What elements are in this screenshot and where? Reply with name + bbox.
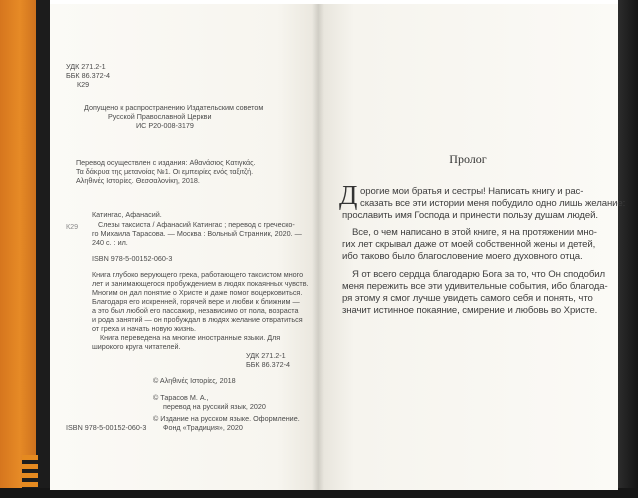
translated-note-2: широкого круга читателей. <box>92 342 181 351</box>
udk-code-bottom: УДК 271.2-1 <box>246 351 286 360</box>
copyright-translator: © Тарасов М. А., <box>153 393 209 402</box>
book-cover-edge-right <box>618 0 638 498</box>
bbk-code-bottom: ББК 86.372-4 <box>246 360 290 369</box>
annotation-line-3: Многим он дал понятие о Христе и даже помог воцерковиться. <box>92 288 303 297</box>
isbn-main: ISBN 978-5-00152-060-3 <box>92 254 173 263</box>
annotation-line-4: Благодаря его искренней, горячей вере и любви к ближним — <box>92 297 300 306</box>
copyright-translator-line-2: перевод на русский язык, 2020 <box>163 402 266 411</box>
translated-note-1: Книга переведена на многие иностранные языки. Для <box>100 333 281 342</box>
annotation-line-1: Книга глубоко верующего грека, работающего таксистом много <box>92 270 304 279</box>
translation-note-3: Αληθινές Ιστορίες. Θεσσαλονίκη, 2018. <box>76 176 200 185</box>
book-gutter-shadow <box>312 4 324 490</box>
biblio-line-1: Слезы таксиста / Афанасий Катингас ; перевод с греческо- <box>98 220 295 229</box>
isbn-bottom: ISBN 978-5-00152-060-3 <box>66 423 147 432</box>
copyright-edition-line-2: Фонд «Традиция», 2020 <box>163 423 243 432</box>
prologue-line-9: ря этому я смог лучше увидеть самого себя и понять, что <box>342 293 593 304</box>
chapter-title: Пролог <box>449 152 487 166</box>
bbk-code-top: ББК 86.372-4 <box>66 71 110 80</box>
biblio-line-3: 240 с. : ил. <box>92 238 128 247</box>
prologue-line-2: сказать все эти истории меня побудило одно лишь желание: <box>360 198 626 209</box>
biblio-line-2: го Михаила Тарасова. — Москва : Вольный Странник, 2020. — <box>92 229 302 238</box>
approval-line-2: Русской Православной Церкви <box>108 112 212 121</box>
author-mark-top: К29 <box>77 80 90 89</box>
author-name: Катингас, Афанасий. <box>92 210 162 219</box>
annotation-line-7: от греха и начать новую жизнь. <box>92 324 196 333</box>
translation-note-2: Τα δάκρυα της μετανοίας №1. Οι εμπειρίες ενός ταξιτζή. <box>76 167 254 176</box>
annotation-line-2: лет и занимающегося пробуждением в людях покаянных чувств. <box>92 279 309 288</box>
approval-code: ИС Р20-008-3179 <box>136 121 194 130</box>
prologue-line-8: меня пережить все эти удивительные события, ибо благода- <box>342 281 608 292</box>
approval-line-1: Допущено к распространению Издательским советом <box>84 103 264 112</box>
book-spine-edge <box>36 0 50 498</box>
annotation-line-6: и рода занятий — он пробуждал в людях желание отвратиться <box>92 315 303 324</box>
copyright-edition: © Издание на русском языке. Оформление. <box>153 414 300 423</box>
prologue-line-3: прославить имя Господа и принести пользу душам людей. <box>342 210 598 221</box>
prologue-line-4: Все, о чем написано в этой книге, я на протяжении мно- <box>352 227 597 238</box>
udk-code-top: УДК 271.2-1 <box>66 62 106 71</box>
prologue-line-6: ибо таково было благословение моего духовного отца. <box>342 251 583 262</box>
annotation-line-5: а это был любой его пассажир, независимо от пола, возраста <box>92 306 299 315</box>
drop-cap-letter: Д <box>339 180 358 210</box>
prologue-line-1: орогие мои братья и сестры! Написать книгу и рас- <box>360 186 584 197</box>
prologue-line-10: значит истинное покаяние, смирение и любовь во Христе. <box>342 305 598 316</box>
margin-author-mark: К29 <box>66 222 79 231</box>
prologue-line-5: гих лет скрывал даже от моей собственной жены и детей, <box>342 239 596 250</box>
translation-note-1: Перевод осуществлен с издания: Αθανάσιος Κατιγκάς. <box>76 158 256 167</box>
prologue-line-7: Я от всего сердца благодарю Бога за то, что Он сподобил <box>352 269 606 280</box>
copyright-original: © Αληθινές Ιστορίες, 2018 <box>153 376 236 385</box>
